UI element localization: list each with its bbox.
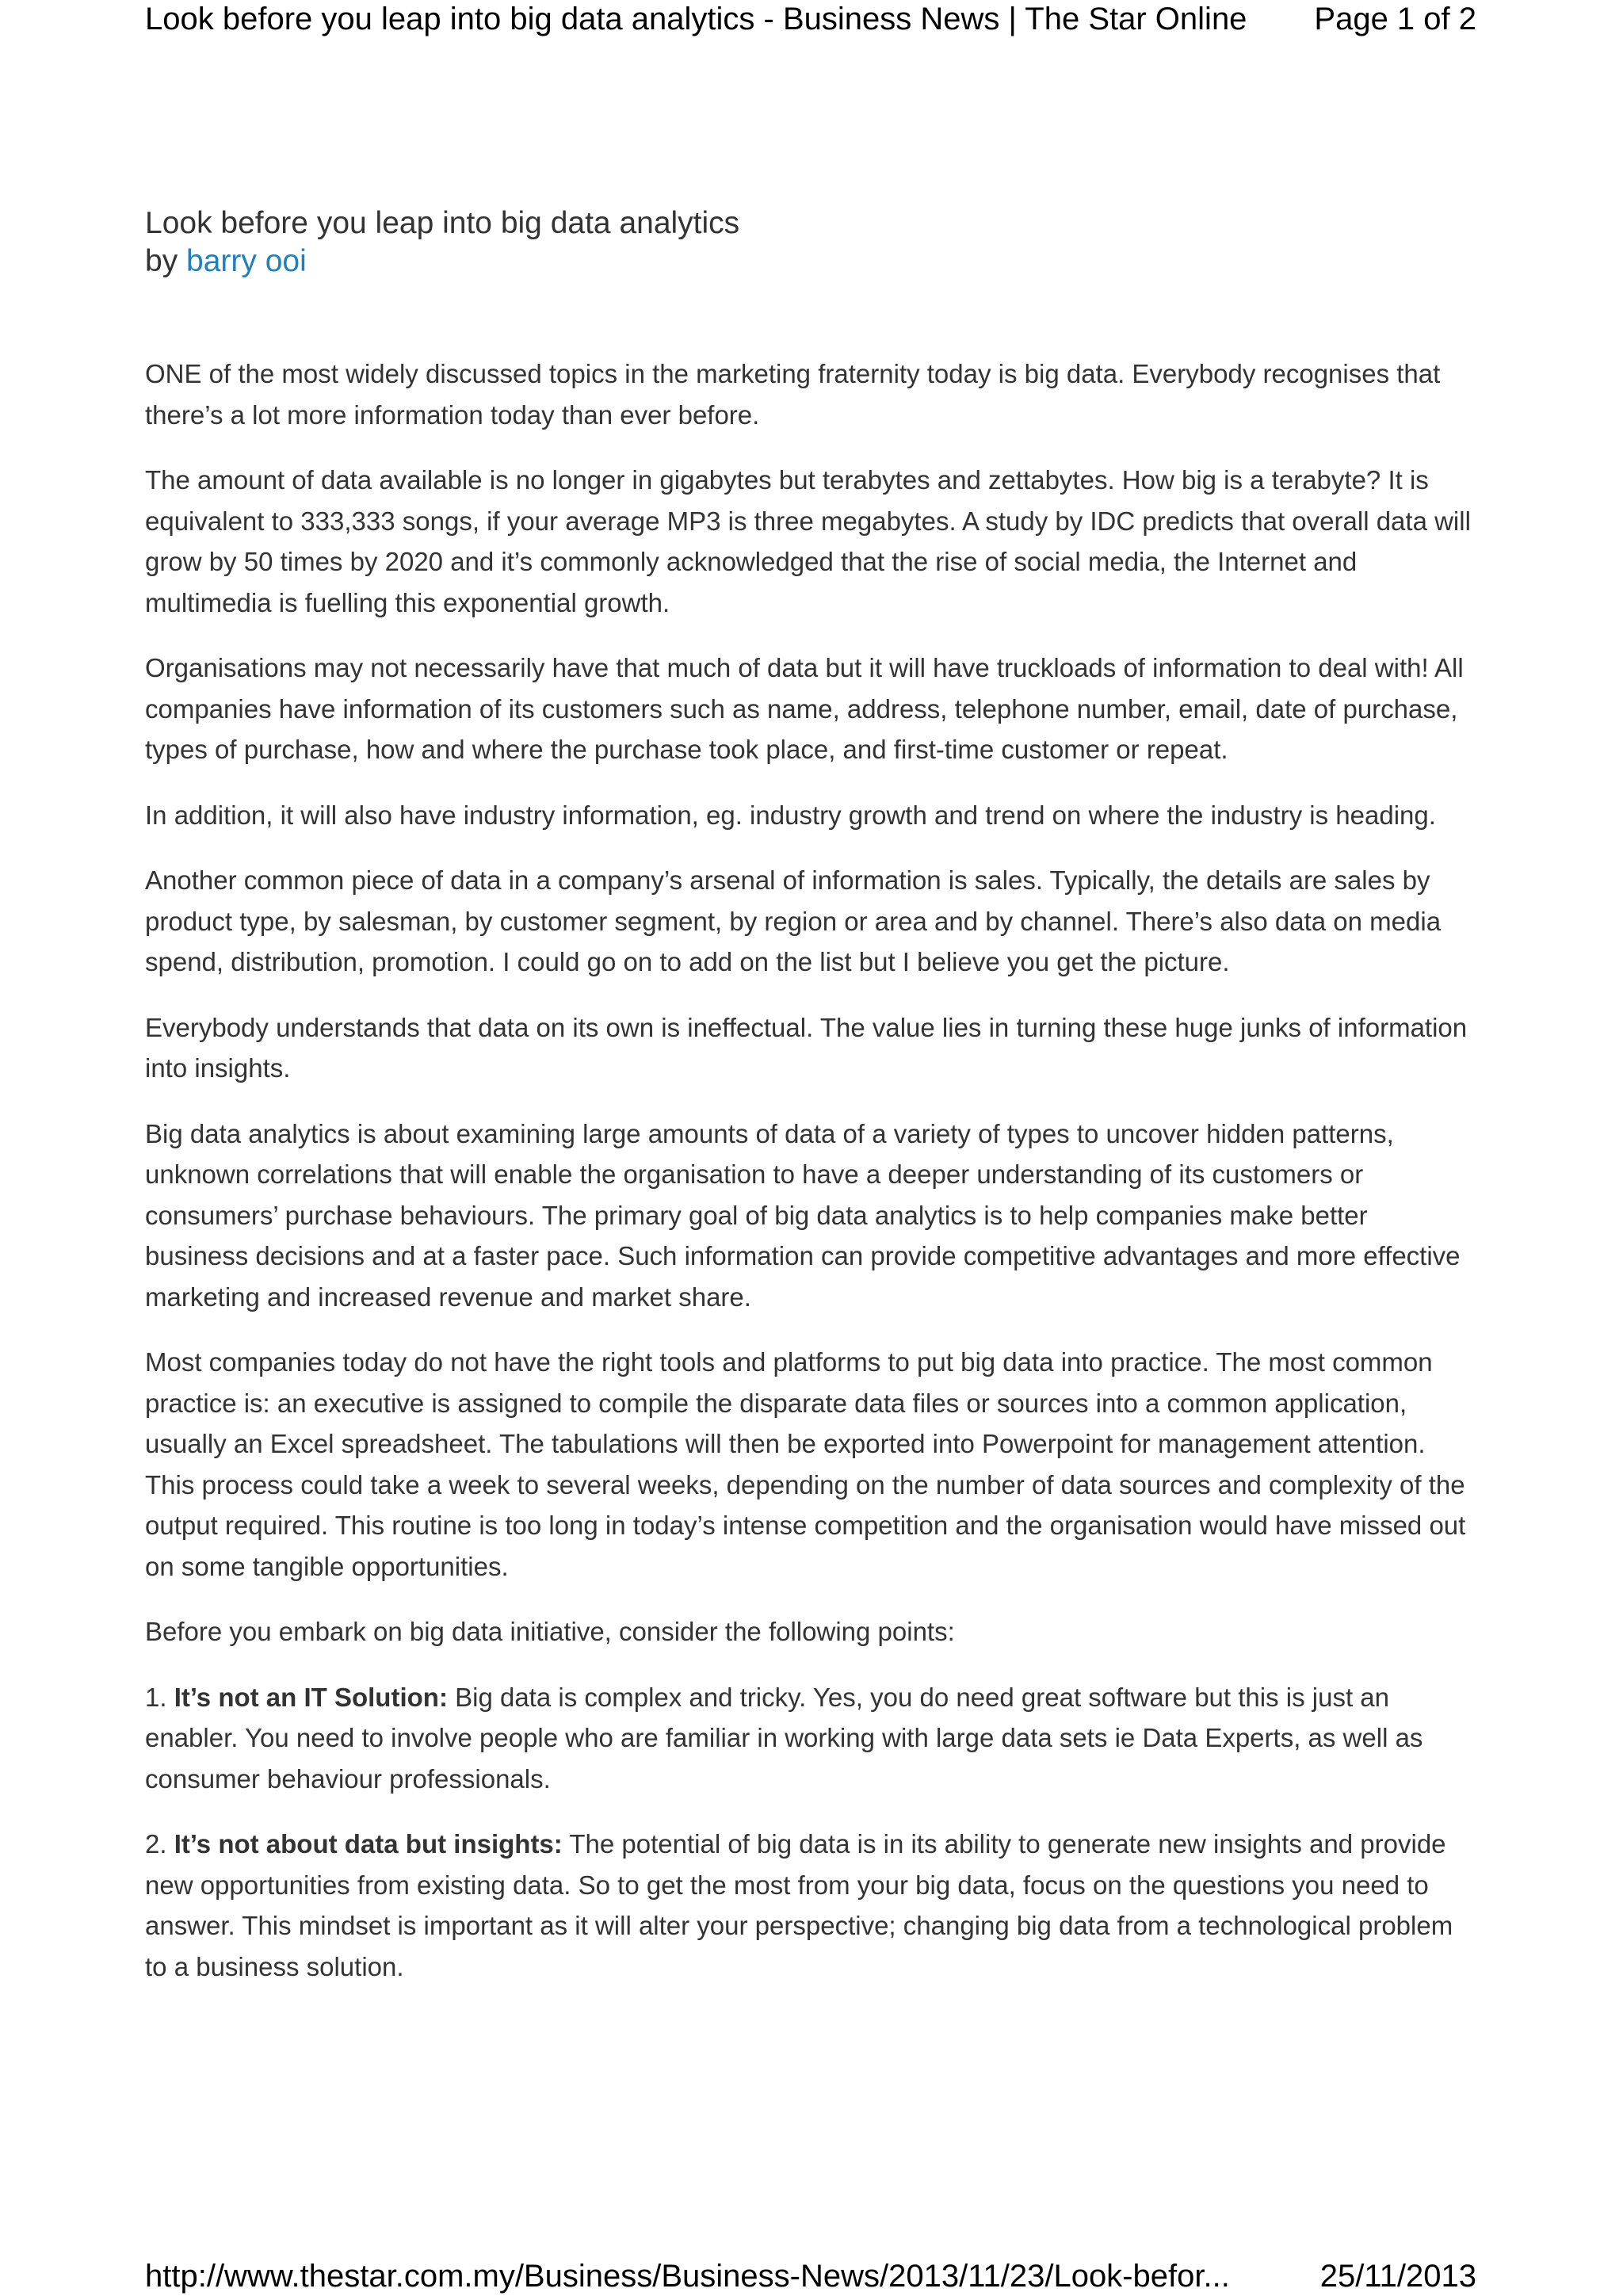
point-heading: It’s not about data but insights: [174,1829,563,1859]
article-body [145,353,1476,1987]
article-headline: Look before you leap into big data analytics [145,206,740,240]
point-number: 2. [145,1829,167,1859]
point-number: 1. [145,1682,167,1712]
article [145,204,1476,2011]
article-byline [145,243,1476,281]
article-paragraph: Before you embark on big data initiative, consider the following points: [145,1617,955,1646]
print-header [145,0,1476,38]
print-header-title: Look before you leap into big data analytics - Business News | The Star Online [145,2,1247,36]
article-paragraph: Organisations may not necessarily have that much of data but it will have truckloads of information to deal with! All companies have information of its customers such as name, address, telephone number, email, date of purchase, types of purchase, how and where the purchase took place, and first-time customer or repeat. [145,653,1464,764]
print-footer-date: 25/11/2013 [1319,2259,1476,2294]
byline-prefix: by [145,244,178,278]
point-item [145,1677,1476,1800]
print-footer-url: http://www.thestar.com.my/Business/Business-News/2013/11/23/Look-befor... [145,2259,1230,2294]
article-paragraph: ONE of the most widely discussed topics in the marketing fraternity today is big data. Everybody recognises that there’s a lot more information today than ever before. [145,359,1441,430]
point-item [145,1824,1476,1987]
article-paragraph: In addition, it will also have industry information, eg. industry growth and trend on where the industry is heading. [145,800,1436,830]
article-paragraph: Everybody understands that data on its own is ineffectual. The value lies in turning these huge junks of information into insights. [145,1012,1468,1083]
article-paragraph: Big data analytics is about examining large amounts of data of a variety of types to uncover hidden patterns, unknown correlations that will enable the organisation to have a deeper understanding of its customers or consumers’ purchase behaviours. The primary goal of big data analytics is to help companies make better business decisions and at a faster pace. Such information can provide competitive advantages and more effective marketing and increased revenue and market share. [145,1118,1461,1312]
author-link[interactable]: barry ooi [186,244,307,278]
print-header-page-number: Page 1 of 2 [1314,2,1476,36]
point-text: The potential of big data is in its ability to generate new insights and provide new opportunities from existing data. So to get the most from your big data, focus on the questions you need to answer. This mindset is important as it will alter your perspective; changing big data from a technological problem to a business solution. [145,1829,1453,1981]
point-text: Big data is complex and tricky. Yes, you do need great software but this is just an enabler. You need to involve people who are familiar in working with large data sets ie Data Experts, as well as consumer behaviour professionals. [145,1682,1423,1794]
article-paragraph: Most companies today do not have the right tools and platforms to put big data into practice. The most common practice is: an executive is assigned to compile the disparate data files or sources into a common application, usually an Excel spreadsheet. The tabulations will then be exported into Powerpoint for management attention. This process could take a week to several weeks, depending on the number of data sources and complexity of the output required. This routine is too long in today’s intense competition and the organisation would have missed out on some tangible opportunities. [145,1347,1466,1581]
article-paragraph: The amount of data available is no longer in gigabytes but terabytes and zettabytes. How big is a terabyte? It is equivalent to 333,333 songs, if your average MP3 is three megabytes. A study by IDC predicts that overall data will grow by 50 times by 2020 and it’s commonly acknowledged that the rise of social media, the Internet and multimedia is fuelling this exponential growth. [145,465,1471,617]
point-heading: It’s not an IT Solution: [174,1682,448,1712]
print-footer [145,2257,1476,2295]
article-paragraph: Another common piece of data in a company’s arsenal of information is sales. Typically, the details are sales by product type, by salesman, by customer segment, by region or area and by channel. There’s also data on media spend, distribution, promotion. I could go on to add on the list but I believe you get the picture. [145,865,1442,976]
